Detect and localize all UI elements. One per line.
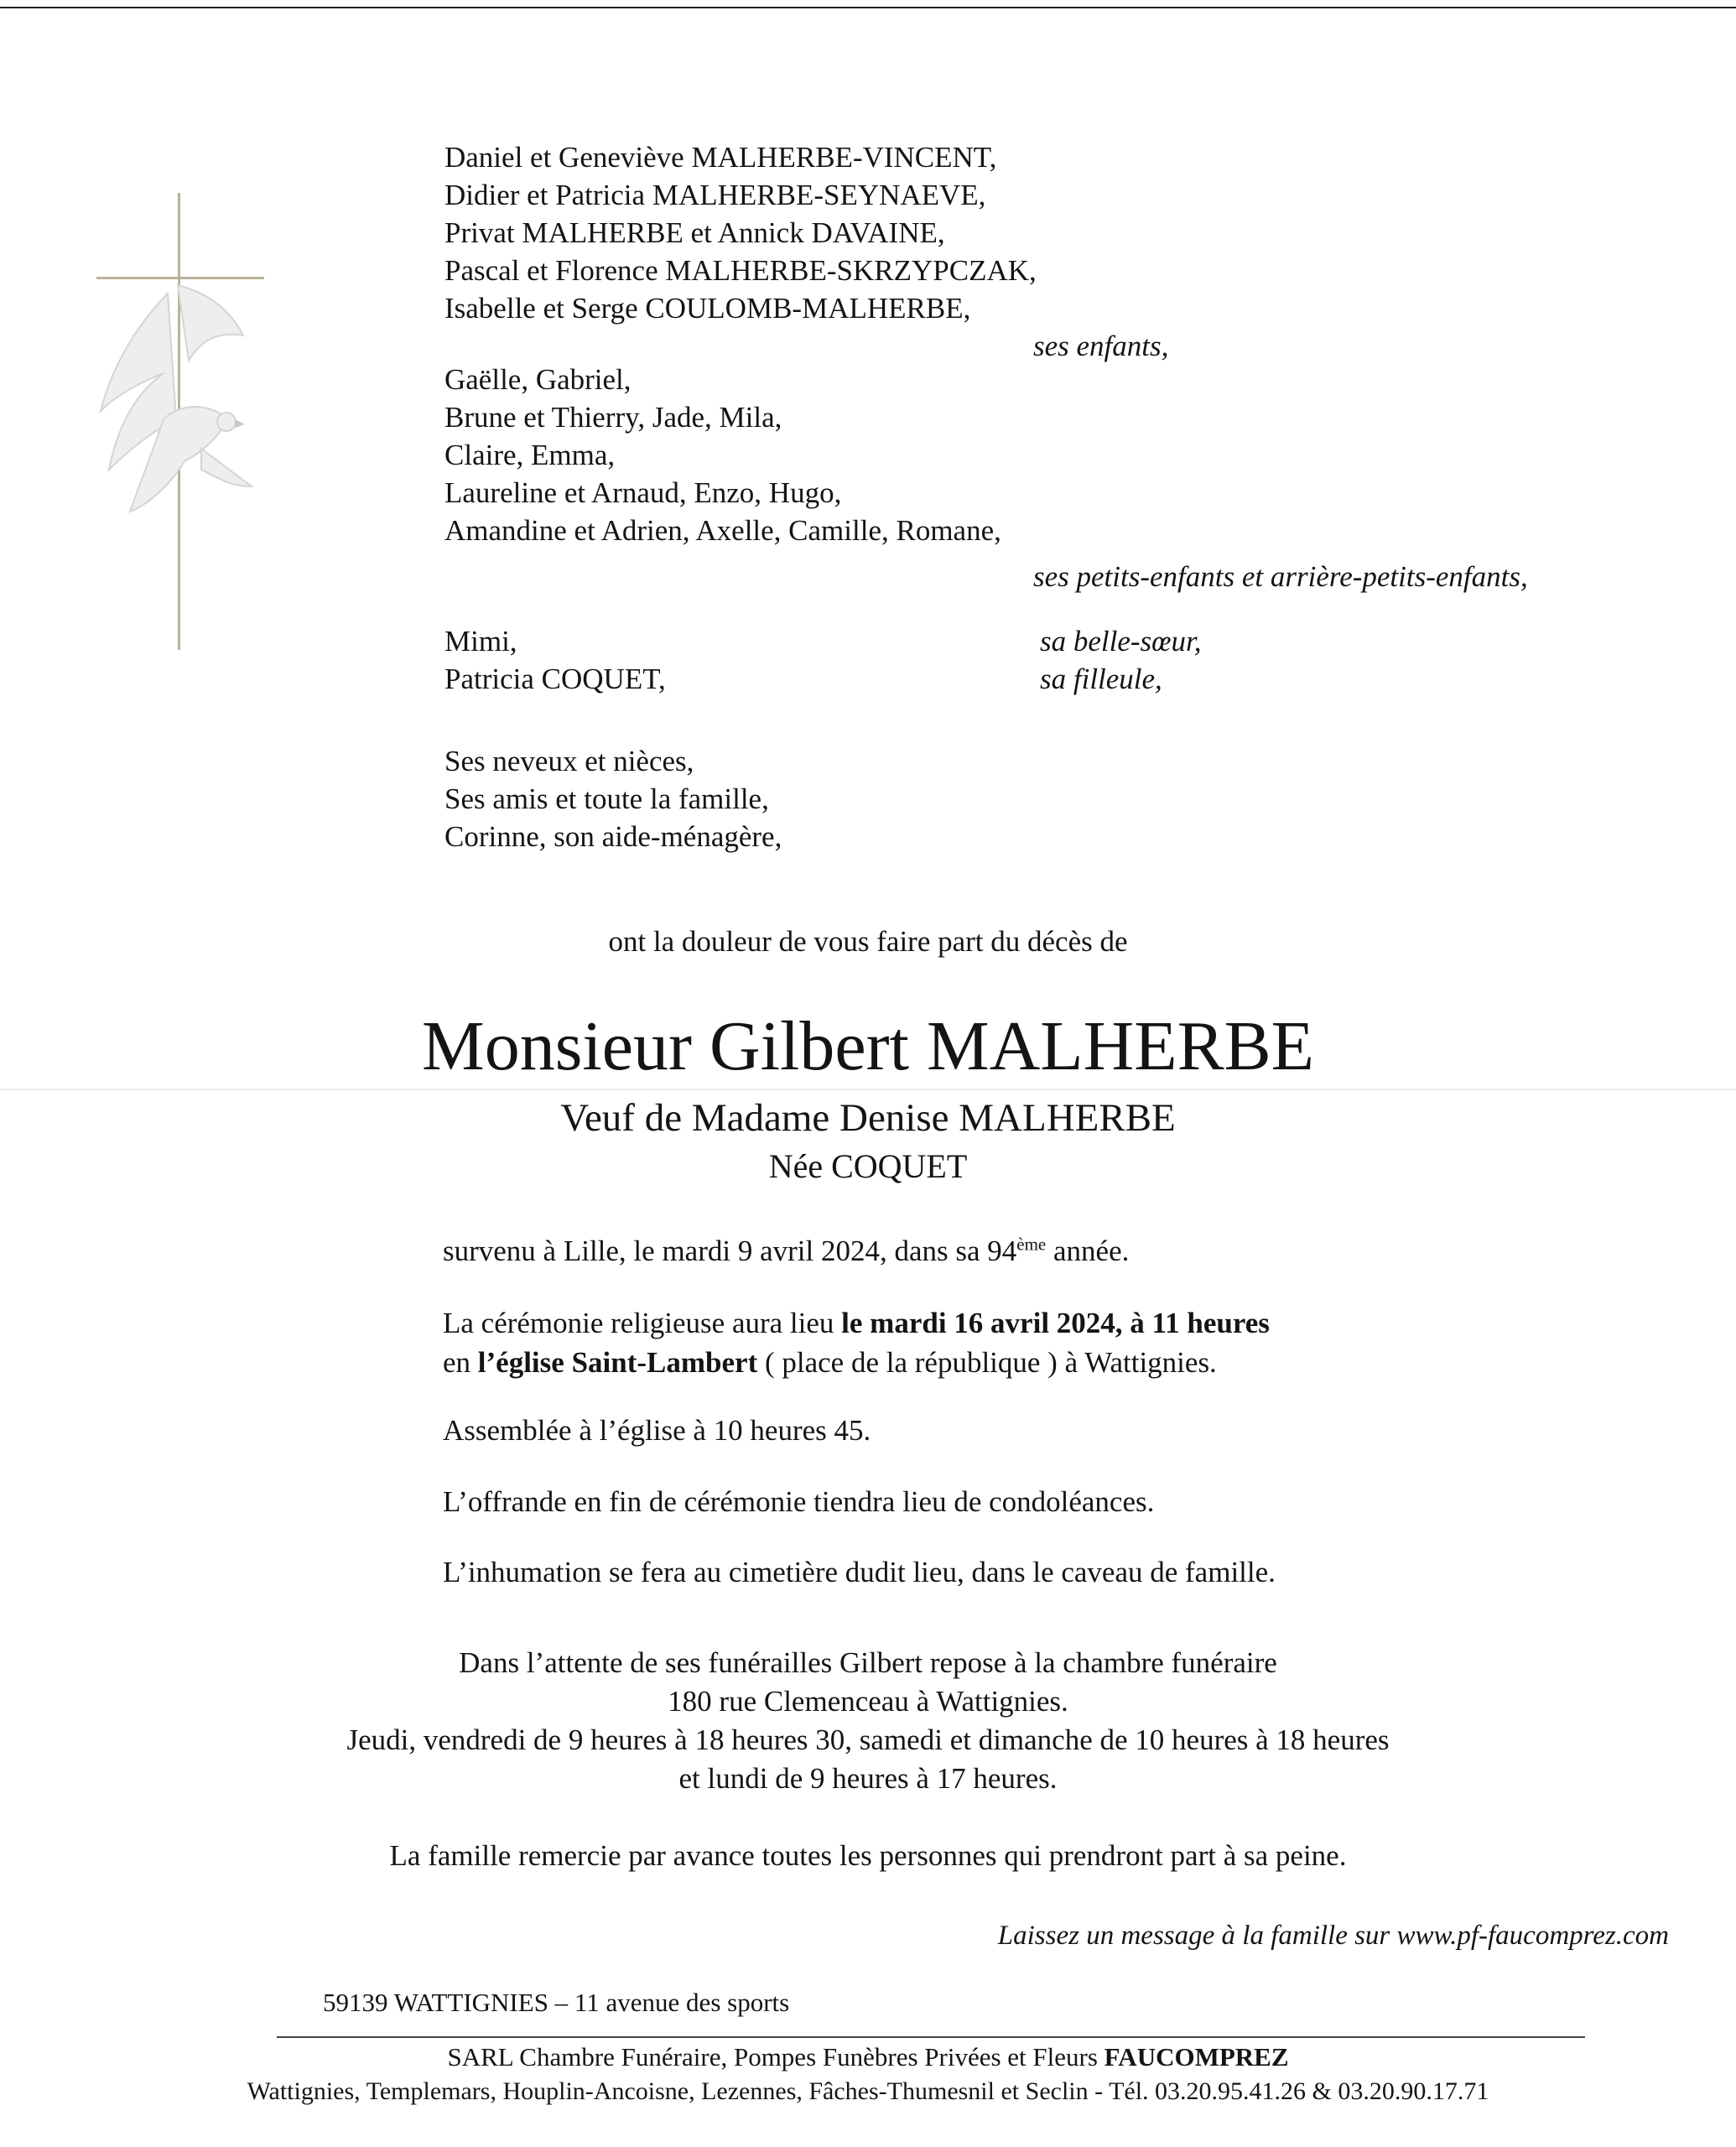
- ceremony-text: en: [443, 1346, 478, 1379]
- grandchild-line: Claire, Emma,: [444, 439, 616, 471]
- others-section: [444, 742, 782, 855]
- death-text: survenu à Lille, le mardi 9 avril 2024, dans sa 94: [443, 1235, 1017, 1267]
- footer-divider: [277, 2036, 1585, 2038]
- visitation-line: Jeudi, vendredi de 9 heures à 18 heures 30, samedi et dimanche de 10 heures à 18 heures: [346, 1723, 1390, 1756]
- company-address: 59139 WATTIGNIES – 11 avenue des sports: [323, 1988, 790, 2017]
- website-message: Laissez un message à la famille sur www.pf-faucomprez.com: [997, 1921, 1669, 1951]
- relatives-names: [444, 622, 666, 698]
- thanks-message: La famille remercie par avance toutes les personnes qui prendront part à sa peine.: [389, 1839, 1347, 1872]
- relative-relation: sa filleule,: [1040, 663, 1162, 695]
- widow-of: Veuf de Madame Denise MALHERBE: [560, 1096, 1176, 1140]
- maiden-name: Née COQUET: [768, 1147, 968, 1185]
- dove-icon: [101, 285, 252, 512]
- death-details: [443, 1231, 1129, 1271]
- grandchildren-relation: ses petits-enfants et arrière-petits-enfants,: [1033, 560, 1528, 593]
- ceremony-line-1: [443, 1303, 1270, 1343]
- grandchild-line: Brune et Thierry, Jade, Mila,: [444, 401, 782, 434]
- child-line: Privat MALHERBE et Annick DAVAINE,: [444, 216, 945, 249]
- company-name: FAUCOMPREZ: [1104, 2042, 1289, 2072]
- deceased-name: Monsieur Gilbert MALHERBE: [422, 1007, 1314, 1085]
- burial-details: L’inhumation se fera au cimetière dudit lieu, dans le caveau de famille.: [443, 1556, 1276, 1588]
- death-end: année.: [1046, 1235, 1130, 1267]
- grandchildren-section: [444, 361, 1001, 549]
- cross-dove-icon: [84, 193, 285, 663]
- relative-relation: sa belle-sœur,: [1040, 625, 1202, 658]
- announcement: ont la douleur de vous faire part du décès de: [608, 925, 1128, 958]
- children-relation: ses enfants,: [1033, 330, 1169, 362]
- others-line: Ses amis et toute la famille,: [444, 782, 769, 815]
- grandchild-line: Laureline et Arnaud, Enzo, Hugo,: [444, 476, 842, 509]
- fold-line: [0, 1089, 1736, 1090]
- relatives-relations: [1040, 622, 1202, 698]
- visitation-line: Dans l’attente de ses funérailles Gilbert repose à la chambre funéraire: [459, 1646, 1277, 1679]
- ceremony-date: le mardi 16 avril 2024, à 11 heures: [841, 1307, 1270, 1339]
- visitation-line: et lundi de 9 heures à 17 heures.: [678, 1762, 1058, 1795]
- child-line: Pascal et Florence MALHERBE-SKRZYPCZAK,: [444, 254, 1037, 287]
- children-section: [444, 138, 1037, 327]
- top-border-line: [0, 7, 1736, 8]
- relative-name: Patricia COQUET,: [444, 663, 666, 695]
- towns-phone-line: Wattignies, Templemars, Houplin-Ancoisne, Lezennes, Fâches-Thumesnil et Seclin - Tél. 03.20.95.41.26 & 03.20.90.17.71: [247, 2077, 1489, 2105]
- ceremony-church: l’église Saint-Lambert: [477, 1346, 758, 1379]
- company-description: SARL Chambre Funéraire, Pompes Funèbres Privées et Fleurs: [447, 2042, 1104, 2072]
- grandchild-line: Amandine et Adrien, Axelle, Camille, Romane,: [444, 514, 1001, 547]
- offering-details: L’offrande en fin de cérémonie tiendra lieu de condoléances.: [443, 1485, 1155, 1518]
- child-line: Daniel et Geneviève MALHERBE-VINCENT,: [444, 141, 997, 174]
- child-line: Didier et Patricia MALHERBE-SEYNAEVE,: [444, 179, 986, 211]
- assembly-details: Assemblée à l’église à 10 heures 45.: [443, 1414, 871, 1447]
- company-line: [0, 2041, 1736, 2073]
- ceremony-text: La cérémonie religieuse aura lieu: [443, 1307, 842, 1339]
- visitation-section: [0, 1644, 1736, 1798]
- child-line: Isabelle et Serge COULOMB-MALHERBE,: [444, 292, 971, 325]
- others-line: Corinne, son aide-ménagère,: [444, 820, 782, 853]
- ceremony-place: ( place de la république ) à Wattignies.: [757, 1346, 1217, 1379]
- dove-beak: [235, 419, 245, 428]
- relative-name: Mimi,: [444, 625, 517, 658]
- others-line: Ses neveux et nièces,: [444, 745, 694, 777]
- visitation-line: 180 rue Clemenceau à Wattignies.: [668, 1685, 1068, 1718]
- ceremony-line-2: [443, 1343, 1270, 1382]
- grandchild-line: Gaëlle, Gabriel,: [444, 363, 632, 396]
- ceremony-details: [443, 1303, 1270, 1382]
- ordinal-suffix: ème: [1016, 1234, 1047, 1255]
